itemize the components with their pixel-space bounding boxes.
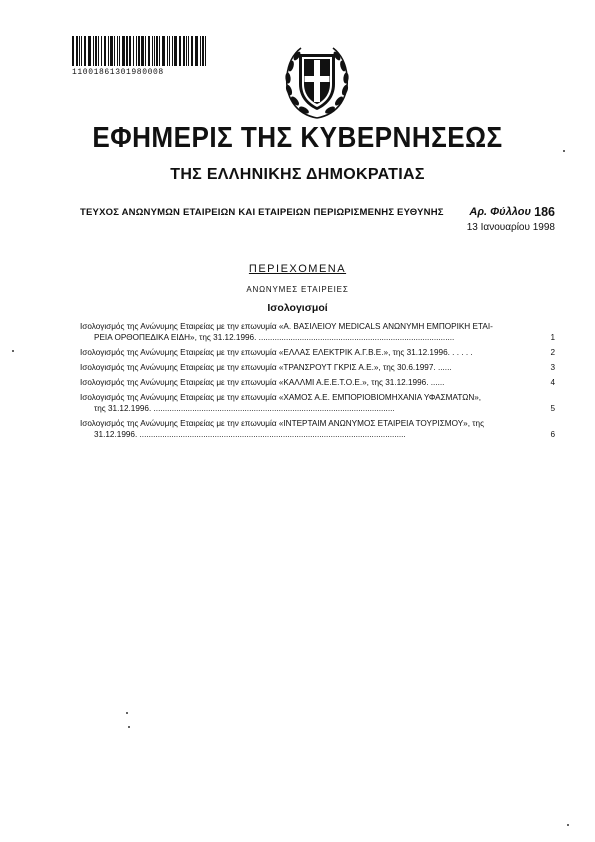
barcode bbox=[72, 36, 210, 66]
contents-heading: ΠΕΡΙΕΧΟΜΕΝΑ bbox=[248, 263, 347, 275]
toc-item-text-cont: ΡΕΙΑ ΟΡΘΟΠΕΔΙΚΑ ΕΙΔΗ», της 31.12.1996. ...................................................................................... bbox=[94, 333, 455, 342]
toc-item-page: 3 bbox=[550, 363, 555, 372]
toc-item-text: Ισολογισμός της Ανώνυμης Εταιρείας με την επωνυμία «ΤΡΑΝΣΡΟΥΤ ΓΚΡΙΣ Α.Ε.», της 30.6.1997. ...... bbox=[80, 363, 452, 372]
toc-item-text-cont: 31.12.1996. ..................................................................................................................... bbox=[94, 430, 406, 439]
issue-series: ΤΕΥΧΟΣ ΑΝΩΝΥΜΩΝ ΕΤΑΙΡΕΙΩΝ ΚΑΙ ΕΤΑΙΡΕΙΩΝ ΠΕΡΙΩΡΙΣΜΕΝΗΣ ΕΥΘΥΝΗΣ bbox=[80, 207, 444, 218]
toc-item-page: 1 bbox=[550, 333, 555, 342]
toc-item bbox=[80, 418, 555, 440]
toc-item bbox=[80, 377, 555, 388]
subsection-heading: Ισολογισμοί bbox=[267, 302, 328, 314]
sheet-label: Αρ. Φύλλου bbox=[469, 206, 531, 218]
toc-item-text-cont: της 31.12.1996. .......................................................................................................... bbox=[94, 404, 395, 413]
scan-speck bbox=[563, 150, 565, 152]
sheet-number: 186 bbox=[534, 205, 555, 219]
scan-speck bbox=[126, 712, 128, 714]
toc-item-page: 6 bbox=[550, 430, 555, 439]
toc-item bbox=[80, 392, 555, 414]
toc-item-text: Ισολογισμός της Ανώνυμης Εταιρείας με την επωνυμία «ΚΑΛΛΜΙ Α.Ε.Ε.Τ.Ο.Ε.», της 31.12.1996. ...... bbox=[80, 378, 445, 387]
table-of-contents bbox=[80, 321, 555, 444]
toc-item bbox=[80, 347, 555, 358]
toc-item-page: 2 bbox=[550, 348, 555, 357]
toc-item bbox=[80, 362, 555, 373]
barcode-number: 11001861301980008 bbox=[72, 68, 164, 77]
issue-row bbox=[80, 205, 555, 221]
greek-coat-of-arms-icon bbox=[279, 38, 355, 122]
toc-item-page: 4 bbox=[550, 378, 555, 387]
toc-item-text: Ισολογισμός της Ανώνυμης Εταιρείας με την επωνυμία «ΕΛΛΑΣ ΕΛΕΚΤΡΙΚ Α.Γ.Β.Ε.», της 31.12.1996. . . . . . bbox=[80, 348, 473, 357]
scan-speck bbox=[12, 350, 14, 352]
gazette-title: ΕΦΗΜΕΡΙΣ ΤΗΣ ΚΥΒΕΡΝΗΣΕΩΣ bbox=[92, 122, 503, 154]
scan-speck bbox=[567, 824, 569, 826]
toc-item-text: Ισολογισμός της Ανώνυμης Εταιρείας με την επωνυμία «ΧΑΜΟΣ Α.Ε. ΕΜΠΟΡΙΟΒΙΟΜΗΧΑΝΙΑ ΥΦΑΣΜΑΤΩΝ», bbox=[80, 393, 482, 402]
scan-speck bbox=[128, 726, 130, 728]
gazette-subtitle: ΤΗΣ ΕΛΛΗΝΙΚΗΣ ΔΗΜΟΚΡΑΤΙΑΣ bbox=[170, 166, 425, 183]
toc-item-page: 5 bbox=[550, 404, 555, 413]
toc-item bbox=[80, 321, 555, 343]
section-heading: ΑΝΩΝΥΜΕΣ ΕΤΑΙΡΕΙΕΣ bbox=[246, 285, 349, 294]
toc-item-text: Ισολογισμός της Ανώνυμης Εταιρείας με την επωνυμία «ΙΝΤΕΡΤΑΙΜ ΑΝΩΝΥΜΟΣ ΕΤΑΙΡΕΙΑ ΤΟΥΡΙΣΜΟΥ», της bbox=[80, 419, 485, 428]
issue-date: 13 Ιανουαρίου 1998 bbox=[466, 222, 555, 233]
toc-item-text: Ισολογισμός της Ανώνυμης Εταιρείας με την επωνυμία «Α. ΒΑΣΙΛΕΙΟΥ MEDICALS ΑΝΩΝΥΜΗ ΕΜΠΟΡΙΚΗ ΕΤΑΙ- bbox=[80, 322, 493, 331]
